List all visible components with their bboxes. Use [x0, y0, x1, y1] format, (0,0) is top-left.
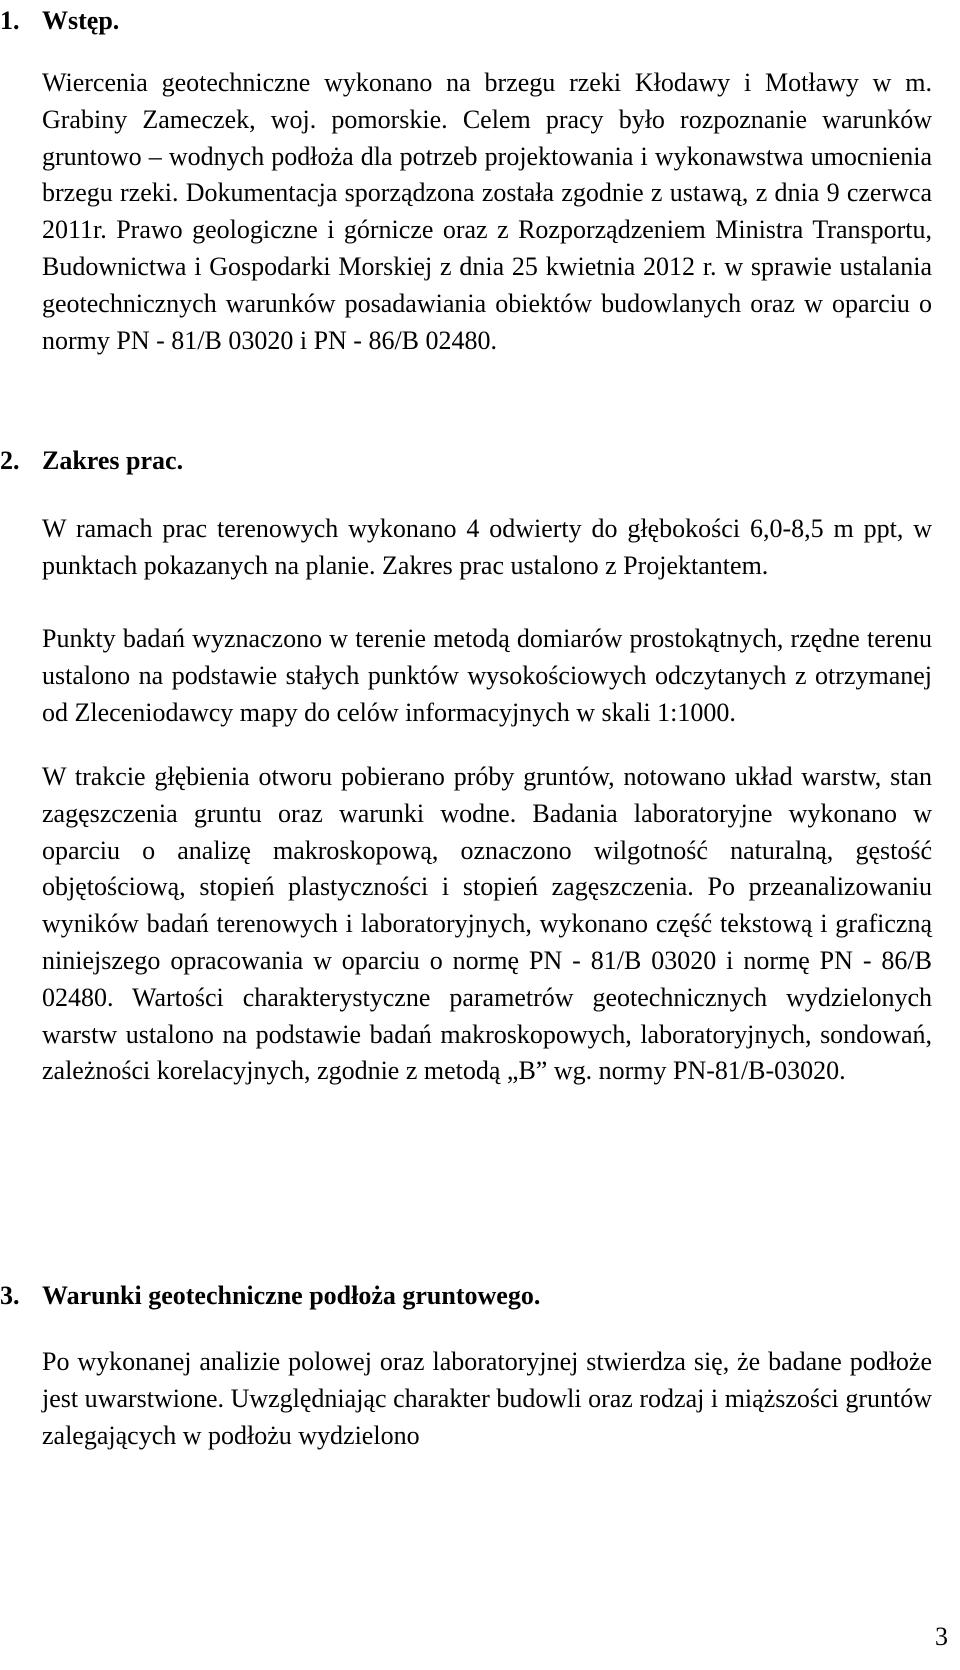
page-number: 3	[935, 1622, 948, 1651]
section-3-heading	[0, 1279, 540, 1313]
section-1-number: 1.	[0, 6, 20, 35]
section-1-title: Wstęp.	[42, 6, 120, 35]
section-2-paragraph-1: W ramach prac terenowych wykonano 4 odwierty do głębokości 6,0-8,5 m ppt, w punktach pokazanych na planie. Zakres prac ustalono z Projektantem.	[42, 514, 932, 580]
section-2-heading	[0, 444, 183, 478]
section-2-title: Zakres prac.	[42, 446, 184, 475]
section-3-title: Warunki geotechniczne podłoża gruntowego.	[42, 1281, 541, 1310]
section-1-paragraph-1: Wiercenia geotechniczne wykonano na brzegu rzeki Kłodawy i Motławy w m. Grabiny Zameczek, woj. pomorskie. Celem pracy było rozpoznanie warunków gruntowo – wodnych podłoża dla potrzeb projektowania i wykonawstwa umocnienia brzegu rzeki. Dokumentacja sporządzona została zgodnie z ustawą, z dnia 9 czerwca 2011r. Prawo geologiczne i górnicze oraz z Rozporządzeniem Ministra Transportu, Budownictwa i Gospodarki Morskiej z dnia 25 kwietnia 2012 r. w sprawie ustalania geotechnicznych warunków posadawiania obiektów budowlanych oraz w oparciu o normy PN - 81/B 03020 i PN - 86/B 02480.	[42, 68, 932, 355]
section-2-paragraph-3: W trakcie głębienia otworu pobierano próby gruntów, notowano układ warstw, stan zagęszczenia gruntu oraz warunki wodne. Badania laboratoryjne wykonano w oparciu o analizę makroskopową, oznaczono wilgotność naturalną, gęstość objętościową, stopień plastyczności i stopień zagęszczenia. Po przeanalizowaniu wyników badań terenowych i laboratoryjnych, wykonano część tekstową i graficzną niniejszego opracowania w oparciu o normę PN - 81/B 03020 i normę PN - 86/B 02480. Wartości charakterystyczne parametrów geotechnicznych wydzielonych warstw ustalono na podstawie badań makroskopowych, laboratoryjnych, sondowań, zależności korelacyjnych, zgodnie z metodą „B” wg. normy PN-81/B-03020.	[42, 762, 932, 1086]
section-3-number: 3.	[0, 1281, 20, 1310]
section-2-number: 2.	[0, 446, 20, 475]
section-2-paragraph-2: Punkty badań wyznaczono w terenie metodą domiarów prostokątnych, rzędne terenu ustalono na podstawie stałych punktów wysokościowych odczytanych z otrzymanej od Zleceniodawcy mapy do celów informacyjnych w skali 1:1000.	[42, 624, 932, 727]
section-1-heading	[0, 4, 119, 38]
section-3-paragraph-1: Po wykonanej analizie polowej oraz laboratoryjnej stwierdza się, że badane podłoże jest uwarstwione. Uwzględniając charakter budowli oraz rodzaj i miąższości gruntów zalegających w podłożu wydzielono	[42, 1347, 932, 1450]
